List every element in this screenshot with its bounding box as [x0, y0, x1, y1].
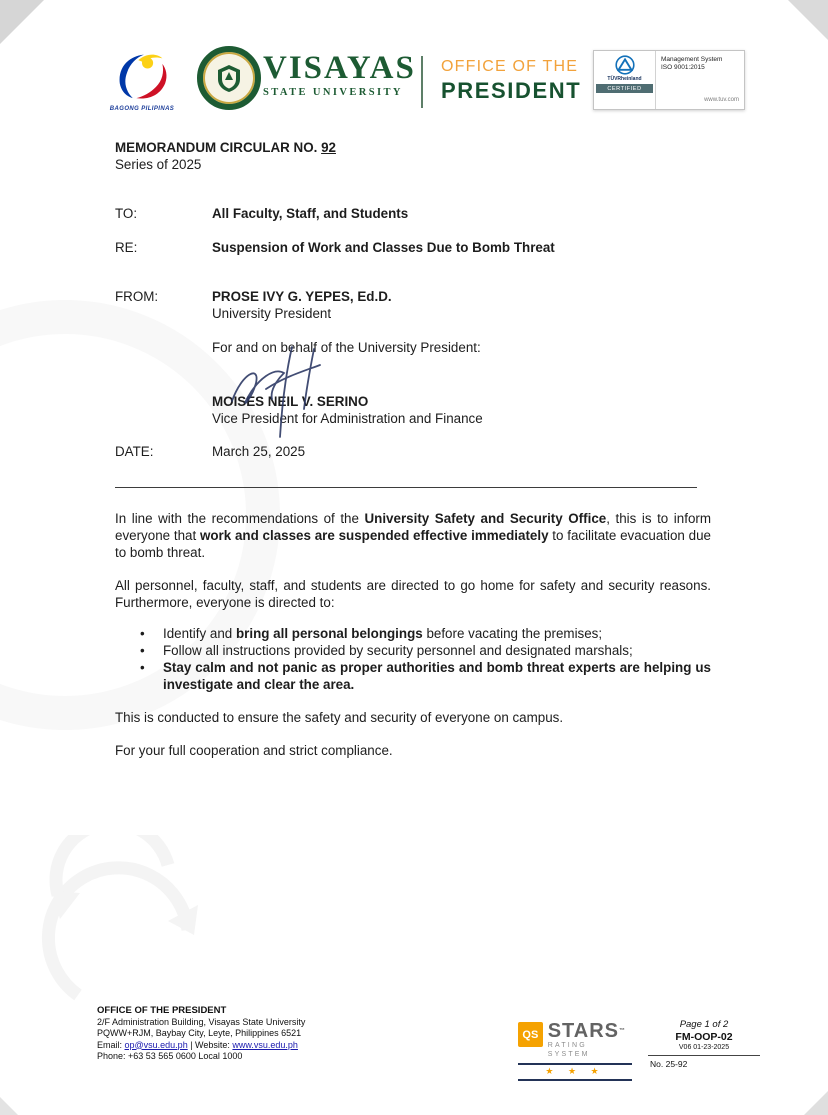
- bullet-1-bold: bring all personal belongings: [235, 626, 423, 641]
- signer-name: MOISES NEIL V. SERINO: [212, 394, 369, 409]
- footer-website-label: | Website:: [187, 1039, 233, 1050]
- paragraph-1-bold: University Safety and Security Office: [364, 511, 607, 526]
- vsu-seal-shield-icon: [216, 63, 242, 93]
- photo-corner-bottom-left: [0, 1097, 18, 1115]
- list-item: [115, 642, 711, 659]
- footer-address-line2: PQWW+RJM, Baybay City, Leyte, Philippines 6521: [97, 1028, 302, 1038]
- photo-corner-top-right: [788, 0, 828, 40]
- bullet-marker: •: [140, 626, 145, 641]
- bullet-1-seg: Identify and: [163, 626, 236, 641]
- footer-phone-line: Phone: +63 53 565 0600 Local 1000: [97, 1051, 243, 1061]
- qs-stars-badge: [518, 1022, 632, 1081]
- bagong-pilipinas-label: BAGONG PILIPINAS: [109, 106, 175, 112]
- qs-stars-text: [548, 1022, 632, 1059]
- bullet-1-seg: before vacating the premises;: [422, 626, 603, 641]
- paragraph-1-text: to facilitate evacuation due to bomb threat.: [115, 528, 711, 560]
- signer-title: Vice President for Administration and Finance: [212, 411, 483, 426]
- field-re: [115, 239, 711, 256]
- qs-stars-strip: ★ ★ ★: [518, 1063, 632, 1081]
- memo-title-prefix: MEMORANDUM CIRCULAR NO.: [115, 140, 318, 155]
- paragraph-1-text: In line with the recommendations of the: [115, 511, 365, 526]
- qs-stars-word-text: STARS: [547, 1020, 620, 1042]
- university-wordmark: [263, 50, 416, 99]
- photo-corner-top-left: [0, 0, 44, 44]
- tuv-website-label: www.tuv.com: [704, 97, 739, 103]
- field-date: [115, 443, 711, 460]
- paragraph-2: All personnel, faculty, staff, and students are directed to go home for safety and security reasons. Furthermore, everyone is directed to:: [115, 578, 711, 610]
- footer-email-line: [97, 1040, 305, 1052]
- date-label: DATE:: [115, 444, 154, 459]
- bullet-2-text: [163, 642, 711, 659]
- qs-trademark: ™: [619, 1028, 627, 1034]
- bullet-3-text: [163, 659, 711, 693]
- to-label: TO:: [115, 206, 138, 221]
- bullet-2-seg: Follow all instructions provided by security personnel and designated marshals;: [163, 643, 633, 658]
- from-title: University President: [212, 306, 332, 321]
- bullet-3-bold: Stay calm and not panic as proper authorities and bomb threat experts are helping us investigate and clear the area.: [163, 660, 711, 692]
- page-number: Page 1 of 2: [679, 1019, 729, 1030]
- header-divider: [421, 56, 423, 108]
- bullet-1-text: [163, 625, 711, 642]
- vsu-seal: [197, 46, 261, 110]
- university-name-top: VISAYAS: [263, 50, 416, 86]
- re-value: Suspension of Work and Classes Due to Bomb Threat: [212, 240, 555, 255]
- website-link[interactable]: www.vsu.edu.ph: [232, 1039, 298, 1050]
- list-item: [115, 625, 711, 642]
- field-from: [115, 288, 711, 322]
- footer-contact-block: [97, 1005, 305, 1063]
- bagong-pilipinas-logo: [104, 50, 180, 112]
- university-name-bottom: STATE UNIVERSITY: [263, 87, 403, 98]
- bagong-pilipinas-swirl-icon: [111, 50, 173, 100]
- list-item: [115, 659, 711, 693]
- from-name: PROSE IVY G. YEPES, Ed.D.: [212, 289, 392, 304]
- tuv-triangle-icon: [613, 54, 637, 76]
- tuv-brand-label: TÜVRheinland: [607, 76, 642, 82]
- from-value: [212, 288, 711, 322]
- tuv-iso-label: ISO 9001:2015: [661, 64, 705, 71]
- bullet-marker: •: [140, 643, 145, 658]
- memo-number: 92: [321, 140, 336, 155]
- paragraph-1-text: , this is to inform everyone that: [115, 511, 712, 543]
- tuv-text-section: [656, 51, 744, 109]
- qs-stars-word: [548, 1022, 632, 1041]
- bullet-marker: •: [140, 660, 145, 675]
- memo-title: [115, 139, 711, 156]
- tuv-management-label: Management System: [661, 56, 723, 63]
- tuv-logo-section: [594, 51, 656, 109]
- qs-stars-logo-row: [518, 1022, 632, 1059]
- document-number: No. 25-92: [650, 1059, 688, 1069]
- behalf-block: [212, 339, 711, 427]
- photo-corner-bottom-right: [804, 1091, 828, 1115]
- field-to: [115, 205, 711, 222]
- from-label: FROM:: [115, 289, 159, 304]
- qs-rating-system-label: RATING SYSTEM: [547, 1042, 590, 1058]
- paragraph-3: This is conducted to ensure the safety and security of everyone on campus.: [115, 710, 564, 725]
- to-value: All Faculty, Staff, and Students: [212, 206, 409, 221]
- control-divider: [648, 1055, 760, 1056]
- email-link[interactable]: op@vsu.edu.ph: [124, 1039, 188, 1050]
- footer-address-line1: 2/F Administration Building, Visayas State University: [97, 1016, 306, 1027]
- paragraph-1: [115, 510, 711, 561]
- footer-email-label: Email:: [97, 1039, 125, 1050]
- section-divider: [115, 487, 697, 488]
- footer-office-title: OFFICE OF THE PRESIDENT: [97, 1005, 227, 1016]
- paragraph-1-bold: work and classes are suspended effective immediately: [199, 528, 549, 543]
- qs-logo-icon: QS: [518, 1022, 543, 1047]
- behalf-line: For and on behalf of the University President:: [212, 340, 481, 355]
- tuv-certification-badge: [593, 50, 745, 110]
- office-title-line1: OFFICE OF THE: [441, 58, 579, 75]
- bullet-list: [115, 625, 711, 693]
- form-code: FM-OOP-02: [675, 1031, 733, 1043]
- re-label: RE:: [115, 240, 138, 255]
- document-control-block: [648, 1019, 760, 1069]
- office-title: [441, 57, 581, 104]
- tuv-certified-band: CERTIFIED: [596, 84, 652, 93]
- date-value: March 25, 2025: [212, 444, 306, 459]
- form-version: V06 01-23-2025: [678, 1044, 730, 1051]
- watermark-recycle-icon: [18, 835, 218, 1015]
- memo-series: Series of 2025: [115, 157, 202, 172]
- memo-content: [115, 139, 711, 759]
- office-title-line2: PRESIDENT: [441, 78, 582, 103]
- paragraph-4: For your full cooperation and strict compliance.: [115, 743, 393, 758]
